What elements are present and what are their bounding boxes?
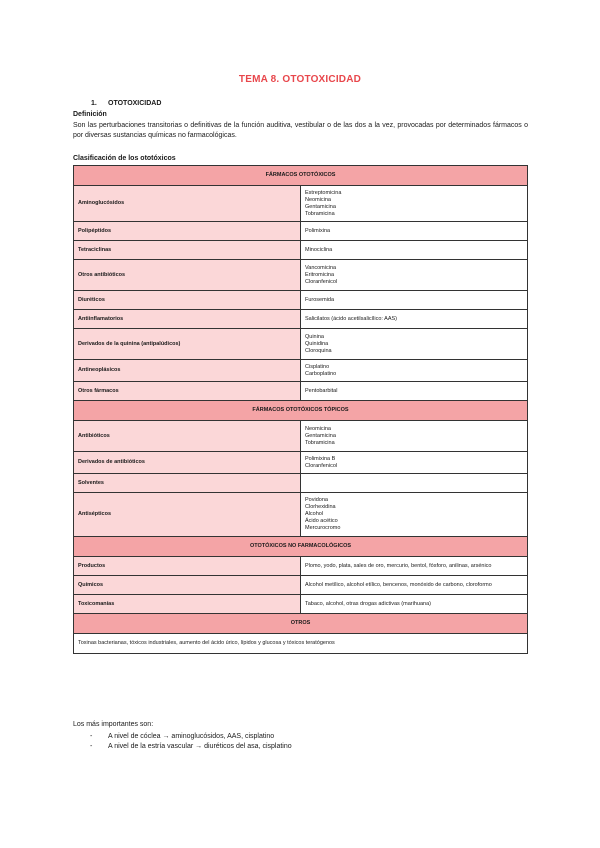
table-row-full-text: Toxinas bacterianas, tóxicos industriales, aumento del ácido úrico, lípidos y glucosa y tóxicos teratógenos <box>74 634 528 654</box>
value-line: Tabaco, alcohol, otras drogas adictivas (marihuana) <box>305 600 431 607</box>
value-line: Povidona <box>305 497 328 503</box>
table-row <box>74 222 528 241</box>
value-line: Neomicina <box>305 425 331 432</box>
value-line: Eritromicina <box>305 271 335 278</box>
value-line: Cloranfenicol <box>305 462 338 469</box>
section-title: OTOTOXICIDAD <box>108 100 162 107</box>
table-row-label: Otros fármacos <box>74 382 301 401</box>
table-row <box>74 186 528 222</box>
table-row <box>74 493 528 537</box>
table-row-label: Aminoglucósidos <box>74 186 301 222</box>
table-row-value <box>301 493 528 537</box>
value-line: Neomicina <box>305 196 331 203</box>
page-title: TEMA 8. OTOTOXICIDAD <box>238 74 362 85</box>
table-group-header: FÁRMACOS OTOTÓXICOS TÓPICOS <box>74 401 528 421</box>
value-line: Cisplatino <box>305 363 330 370</box>
ototoxic-classification-table <box>73 165 528 654</box>
value-line: Minociclina <box>305 246 333 253</box>
value-line: Ácido acético <box>305 518 338 524</box>
table-row <box>74 452 528 474</box>
table-group-header: OTOTÓXICOS NO FARMACOLÓGICOS <box>74 537 528 557</box>
table-row <box>74 595 528 614</box>
section-heading <box>91 100 161 107</box>
table-row-label: Químicos <box>74 576 301 595</box>
table-row-label: Otros antibióticos <box>74 260 301 291</box>
value-line: Carboplatino <box>305 370 337 377</box>
value-line: Vancomicina <box>305 264 337 271</box>
value-line: Pentobarbital <box>305 387 338 394</box>
table-row-value <box>301 186 528 222</box>
value-line: Mercurocromo <box>305 525 341 531</box>
table-row-label: Derivados de antibióticos <box>74 452 301 474</box>
table-row-value <box>301 557 528 576</box>
table-row-value <box>301 260 528 291</box>
summary-item-text: A nivel de cóclea → aminoglucósidos, AAS, cisplatino <box>108 733 275 740</box>
table-row-value <box>301 474 528 493</box>
summary-item <box>90 732 292 742</box>
table-group-header: FÁRMACOS OTOTÓXICOS <box>74 166 528 186</box>
value-line: Cloranfenicol <box>305 278 338 285</box>
value-line: Estreptomicina <box>305 189 342 196</box>
table-row-value <box>301 241 528 260</box>
summary-item-text: A nivel de la estría vascular → diuréticos del asa, cisplatino <box>108 743 292 750</box>
section-number: 1. <box>91 100 97 107</box>
table-row <box>74 241 528 260</box>
table-row-value <box>301 382 528 401</box>
summary-intro: Los más importantes son: <box>73 721 154 728</box>
table-row-label: Antiinflamatorios <box>74 310 301 329</box>
value-line: Alcohol metílico, alcohol etílico, bencenos, monóxido de carbono, cloroformo <box>305 581 492 588</box>
table-row <box>74 474 528 493</box>
table-row-label: Antineoplásicos <box>74 360 301 382</box>
table-row-value <box>301 291 528 310</box>
value-line: Tobramicina <box>305 439 335 446</box>
value-line: Gentamicina <box>305 432 336 439</box>
bullet-dash: - <box>90 743 93 750</box>
table-group-header-row <box>74 537 528 557</box>
definition-text: Son las perturbaciones transitorias o definitivas de la función auditiva, vestibular o de las dos a la vez, provocadas por determinados fármacos o por diversas sustancias químicas no farmacológicas. <box>73 122 528 139</box>
table-row-value <box>301 360 528 382</box>
value-line: Plomo, yodo, plata, sales de oro, mercurio, bentol, fósforo, anilinas, arsénico <box>305 562 492 569</box>
table-row-label: Derivados de la quinina (antipalúdicos) <box>74 329 301 360</box>
table-body <box>74 166 528 654</box>
table-row-label: Antisépticos <box>74 493 301 537</box>
value-line: Polimixina B <box>305 455 336 462</box>
table-row <box>74 310 528 329</box>
value-line: Cloroquina <box>305 347 332 354</box>
table-row-value <box>301 222 528 241</box>
table-row <box>74 291 528 310</box>
value-line: Alcohol <box>305 511 324 517</box>
table-group-header: OTROS <box>74 614 528 634</box>
value-line: Furosemida <box>305 296 335 303</box>
bullet-dash: - <box>90 733 93 740</box>
table-group-header-row <box>74 166 528 186</box>
table-row-label: Polipéptidos <box>74 222 301 241</box>
table-row-label: Toxicomanías <box>74 595 301 614</box>
table-row <box>74 329 528 360</box>
table-row-value <box>301 421 528 452</box>
summary-list <box>90 732 292 752</box>
value-line: Salicilatos (ácido acetilsalicílico: AAS) <box>305 315 398 322</box>
table-row-label: Diuréticos <box>74 291 301 310</box>
table-row-label: Solventes <box>74 474 301 493</box>
table-row-label: Tetraciclinas <box>74 241 301 260</box>
value-line: Polimixina <box>305 227 331 234</box>
table-row-value <box>301 452 528 474</box>
table-row-value <box>301 310 528 329</box>
table-group-header-row <box>74 614 528 634</box>
definition-heading: Definición <box>73 111 107 118</box>
table-row-label: Antibióticos <box>74 421 301 452</box>
table-row-value <box>301 576 528 595</box>
value-line: Quinina <box>305 333 324 340</box>
summary-item <box>90 742 292 752</box>
table-row-value <box>301 595 528 614</box>
table-row <box>74 360 528 382</box>
value-line: Quinidina <box>305 340 329 347</box>
value-line: Clorhexidina <box>305 504 336 510</box>
table-row-label: Productos <box>74 557 301 576</box>
value-line: Tobramicina <box>305 210 335 217</box>
table-group-header-row <box>74 401 528 421</box>
classification-heading: Clasificación de los ototóxicos <box>73 155 176 162</box>
table-row <box>74 421 528 452</box>
table-row <box>74 260 528 291</box>
table-row <box>74 634 528 654</box>
table-row <box>74 557 528 576</box>
table-row <box>74 576 528 595</box>
table-row <box>74 382 528 401</box>
table-row-value <box>301 329 528 360</box>
value-line: Gentamicina <box>305 203 336 210</box>
